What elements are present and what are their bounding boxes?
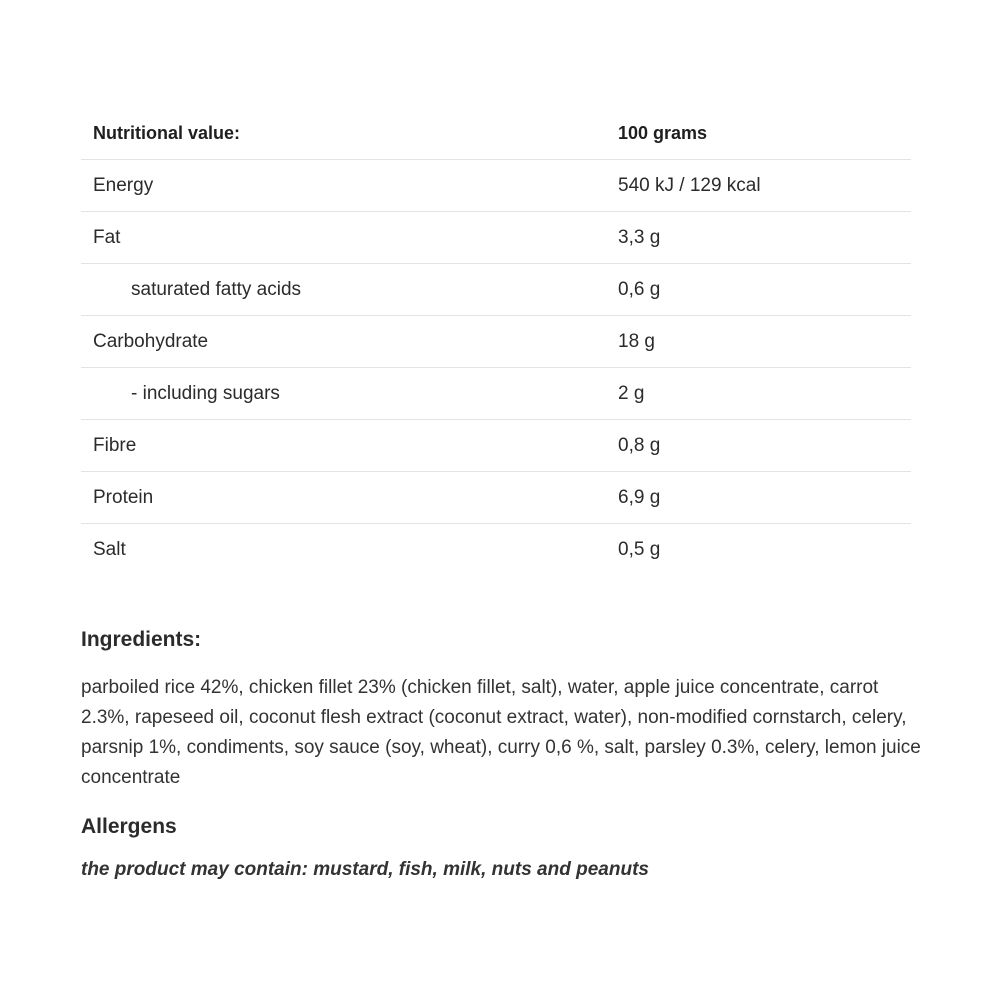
nutrition-row-salt — [81, 524, 911, 576]
nutrition-row-saturated-fatty-acids — [81, 264, 911, 316]
nutrient-label: Fat — [81, 212, 606, 264]
nutrition-header-label: Nutritional value: — [81, 108, 606, 160]
nutrient-value: 3,3 g — [606, 212, 911, 264]
nutrient-label: Energy — [81, 160, 606, 212]
nutrient-value: 0,6 g — [606, 264, 911, 316]
nutrient-label: saturated fatty acids — [81, 264, 606, 316]
ingredients-heading: Ingredients: — [81, 628, 202, 651]
nutrient-label: - including sugars — [81, 368, 606, 420]
nutrition-header-amount: 100 grams — [606, 108, 911, 160]
nutrient-value: 6,9 g — [606, 472, 911, 524]
nutrient-value: 0,5 g — [618, 538, 661, 560]
nutrient-label: Protein — [81, 472, 606, 524]
nutrient-value: 540 kJ / 129 kcal — [606, 160, 911, 212]
nutrition-table — [81, 108, 911, 575]
nutrient-label: Carbohydrate — [81, 316, 606, 368]
ingredients-text: parboiled rice 42%, chicken fillet 23% (chicken fillet, salt), water, apple juice concentrate, carrot 2.3%, rapeseed oil, coconut flesh extract (coconut extract, water), non-modified cornstarch, celery, parsnip 1%, condiments, soy sauce (soy, wheat), curry 0,6 %, salt, parsley 0.3%, celery, lemon juice concentrate — [81, 677, 921, 788]
nutrient-value: 0,8 g — [606, 420, 911, 472]
nutrition-row-sugars — [81, 368, 911, 420]
nutrition-row-fibre — [81, 420, 911, 472]
nutrient-value: 2 g — [606, 368, 911, 420]
allergens-heading: Allergens — [81, 815, 177, 838]
nutrition-row-carbohydrate — [81, 316, 911, 368]
nutrition-row-energy — [81, 160, 911, 212]
nutrition-row-protein — [81, 472, 911, 524]
nutrition-header-row — [81, 108, 911, 160]
nutrition-row-fat — [81, 212, 911, 264]
nutrient-label: Salt — [93, 538, 126, 560]
allergens-text: the product may contain: mustard, fish, milk, nuts and peanuts — [81, 859, 649, 880]
nutrient-value: 18 g — [606, 316, 911, 368]
nutrient-label: Fibre — [81, 420, 606, 472]
